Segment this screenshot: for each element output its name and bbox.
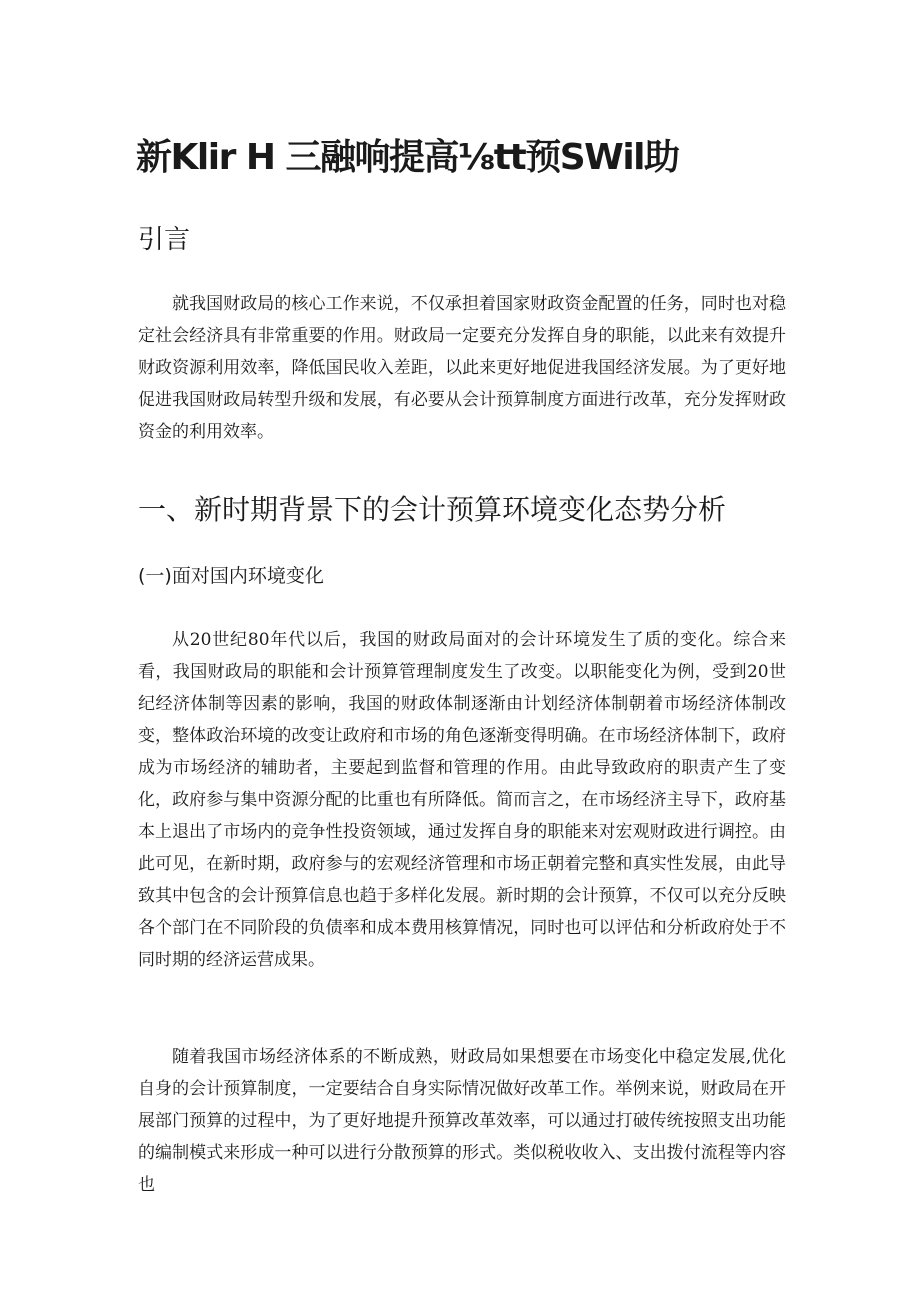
- document-title: 新Klir H 三融响提高⅛tt预SWil助: [136, 137, 679, 178]
- section1-paragraph-1: 从20世纪80年代以后，我国的财政局面对的会计环境发生了质的变化。综合来看，我国财政局的职能和会计预算管理制度发生了改变。以职能变化为例，受到20世纪经济体制等因素的影响，我国的财政体制逐渐由计划经济体制朝着市场经济体制改变，整体政治环境的改变让政府和市场的角色逐渐变得明确。在市场经济体制下，政府成为市场经济的辅助者，主要起到监督和管理的作用。由此导致政府的职责产生了变化，政府参与集中资源分配的比重也有所降低。简而言之，在市场经济主导下，政府基本上退出了市场内的竞争性投资领域，通过发挥自身的职能来对宏观财政进行调控。由此可见，在新时期，政府参与的宏观经济管理和市场正朝着完整和真实性发展，由此导致其中包含的会计预算信息也趋于多样化发展。新时期的会计预算，不仅可以充分反映各个部门在不同阶段的负债率和成本费用核算情况，同时也可以评估和分析政府处于不同时期的经济运营成果。: [138, 630, 786, 970]
- subsection-heading-1: (一)面对国内环境变化: [138, 565, 324, 587]
- section1-paragraph-2: 随着我国市场经济体系的不断成熟，财政局如果想要在市场变化中稳定发展,优化自身的会计预算制度，一定要结合自身实际情况做好改革工作。举例来说，财政局在开展部门预算的过程中，为了更好地提升预算改革效率，可以通过打破传统按照支出功能的编制模式来形成一种可以进行分散预算的形式。类似税收收入、支出拨付流程等内容也: [138, 1047, 786, 1195]
- intro-paragraph: 就我国财政局的核心工作来说，不仅承担着国家财政资金配置的任务，同时也对稳定社会经济具有非常重要的作用。财政局一定要充分发挥自身的职能，以此来有效提升财政资源利用效率，降低国民收入差距，以此来更好地促进我国经济发展。为了更好地促进我国财政局转型升级和发展，有必要从会计预算制度方面进行改革，充分发挥财政资金的利用效率。: [138, 294, 786, 442]
- intro-heading: 引言: [138, 225, 191, 255]
- section-heading-1: 一、新时期背景下的会计预算环境变化态势分析: [138, 493, 727, 526]
